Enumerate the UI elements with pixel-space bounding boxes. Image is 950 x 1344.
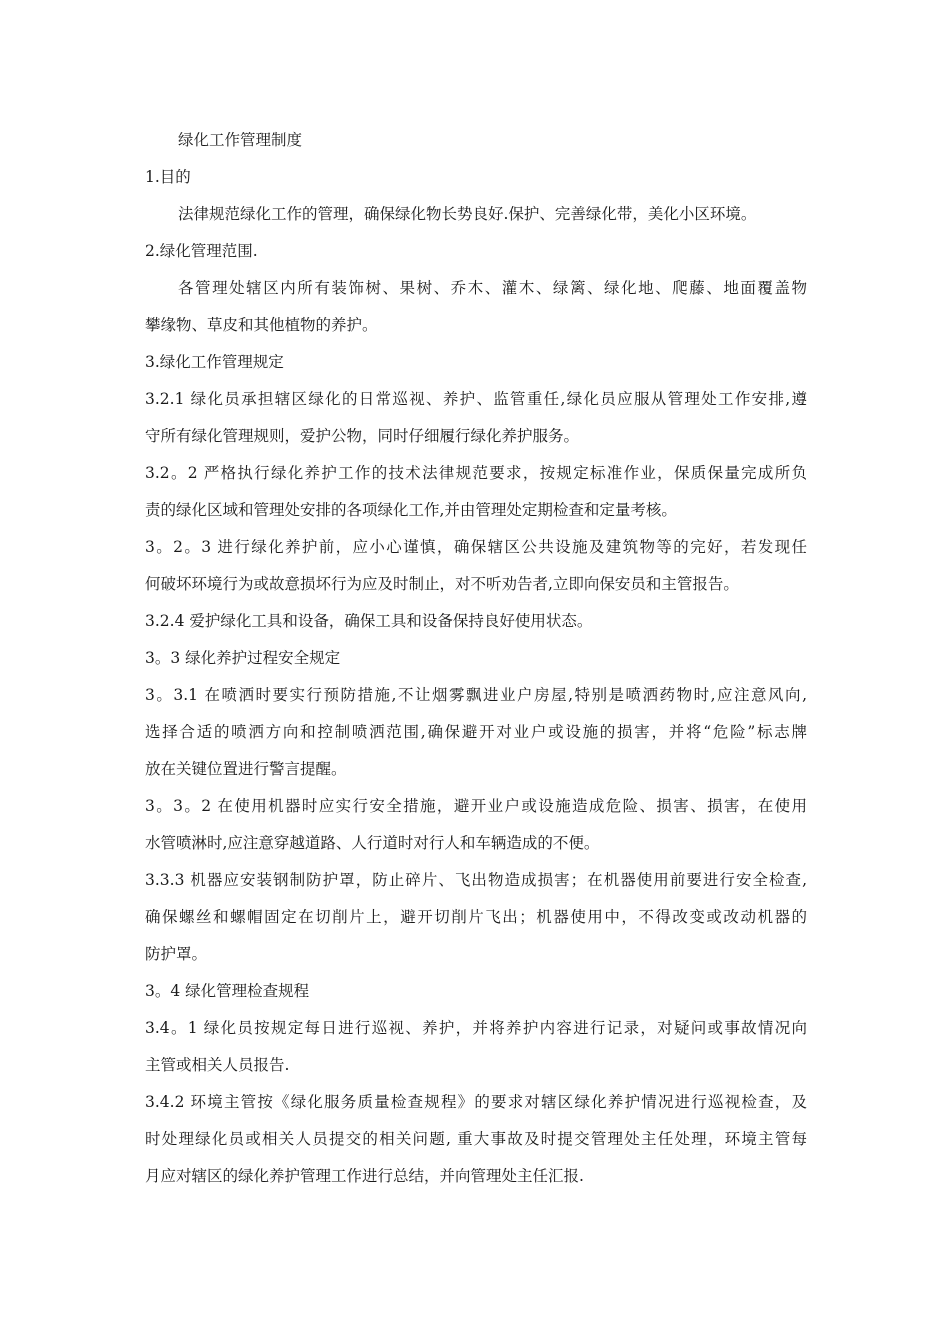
paragraph-line: 各管理处辖区内所有装饰树、果树、乔木、灌木、绿篱、绿化地、爬藤、地面覆盖物 [178,279,807,297]
document-title: 绿化工作管理制度 [178,131,303,149]
paragraph-line: 3。3.1 在喷洒时要实行预防措施,不让烟雾飘进业户房屋,特别是喷洒药物时,应注意风向, [145,686,807,704]
paragraph-line: 月应对辖区的绿化养护管理工作进行总结，并向管理处主任汇报. [145,1167,584,1185]
paragraph-line: 守所有绿化管理规则，爱护公物，同时仔细履行绿化养护服务。 [145,427,580,445]
section-heading: 3。3 绿化养护过程安全规定 [145,649,341,667]
section-heading: 2.绿化管理范围. [145,242,258,260]
paragraph-line: 选择合适的喷洒方向和控制喷洒范围,确保避开对业户或设施的损害，并将“危险”标志牌 [145,723,807,741]
section-heading: 3。4 绿化管理检查规程 [145,982,310,1000]
section-heading: 3.绿化工作管理规定 [145,353,284,371]
paragraph-line: 3。2。3 进行绿化养护前，应小心谨慎，确保辖区公共设施及建筑物等的完好，若发现任 [145,538,807,556]
paragraph-line: 3.2.4 爱护绿化工具和设备，确保工具和设备保持良好使用状态。 [145,612,593,630]
paragraph-line: 3.4。1 绿化员按规定每日进行巡视、养护，并将养护内容进行记录，对疑问或事故情况向 [145,1019,807,1037]
paragraph-line: 3。3。2 在使用机器时应实行安全措施，避开业户或设施造成危险、损害、损害，在使用 [145,797,807,815]
paragraph-line: 主管或相关人员报告. [145,1056,290,1074]
paragraph-line: 责的绿化区域和管理处安排的各项绿化工作,并由管理处定期检查和定量考核。 [145,501,677,519]
paragraph-line: 何破坏环境行为或故意损坏行为应及时制止，对不听劝告者,立即向保安员和主管报告。 [145,575,739,593]
document-body [145,122,807,1195]
paragraph-line: 防护罩。 [145,945,208,963]
paragraph-line: 3.2.1 绿化员承担辖区绿化的日常巡视、养护、监管重任,绿化员应服从管理处工作安排,遵 [145,390,807,408]
paragraph-line: 3.2。2 严格执行绿化养护工作的技术法律规范要求，按规定标准作业，保质保量完成所负 [145,464,807,482]
paragraph-line: 确保螺丝和螺帽固定在切削片上，避开切削片飞出；机器使用中，不得改变或改动机器的 [145,908,807,926]
paragraph-line: 放在关键位置进行警言提醒。 [145,760,347,778]
paragraph-line: 时处理绿化员或相关人员提交的相关问题, 重大事故及时提交管理处主任处理，环境主管每 [145,1130,807,1148]
paragraph-line: 法律规范绿化工作的管理，确保绿化物长势良好.保护、完善绿化带，美化小区环境。 [178,205,757,223]
section-heading: 1.目的 [145,168,191,186]
paragraph-line: 攀缘物、草皮和其他植物的养护。 [145,316,378,334]
paragraph-line: 3.3.3 机器应安装钢制防护罩，防止碎片、飞出物造成损害；在机器使用前要进行安全检查, [145,871,807,889]
paragraph-line: 水管喷淋时,应注意穿越道路、人行道时对行人和车辆造成的不便。 [145,834,600,852]
paragraph-line: 3.4.2 环境主管按《绿化服务质量检查规程》的要求对辖区绿化养护情况进行巡视检查，及 [145,1093,807,1111]
